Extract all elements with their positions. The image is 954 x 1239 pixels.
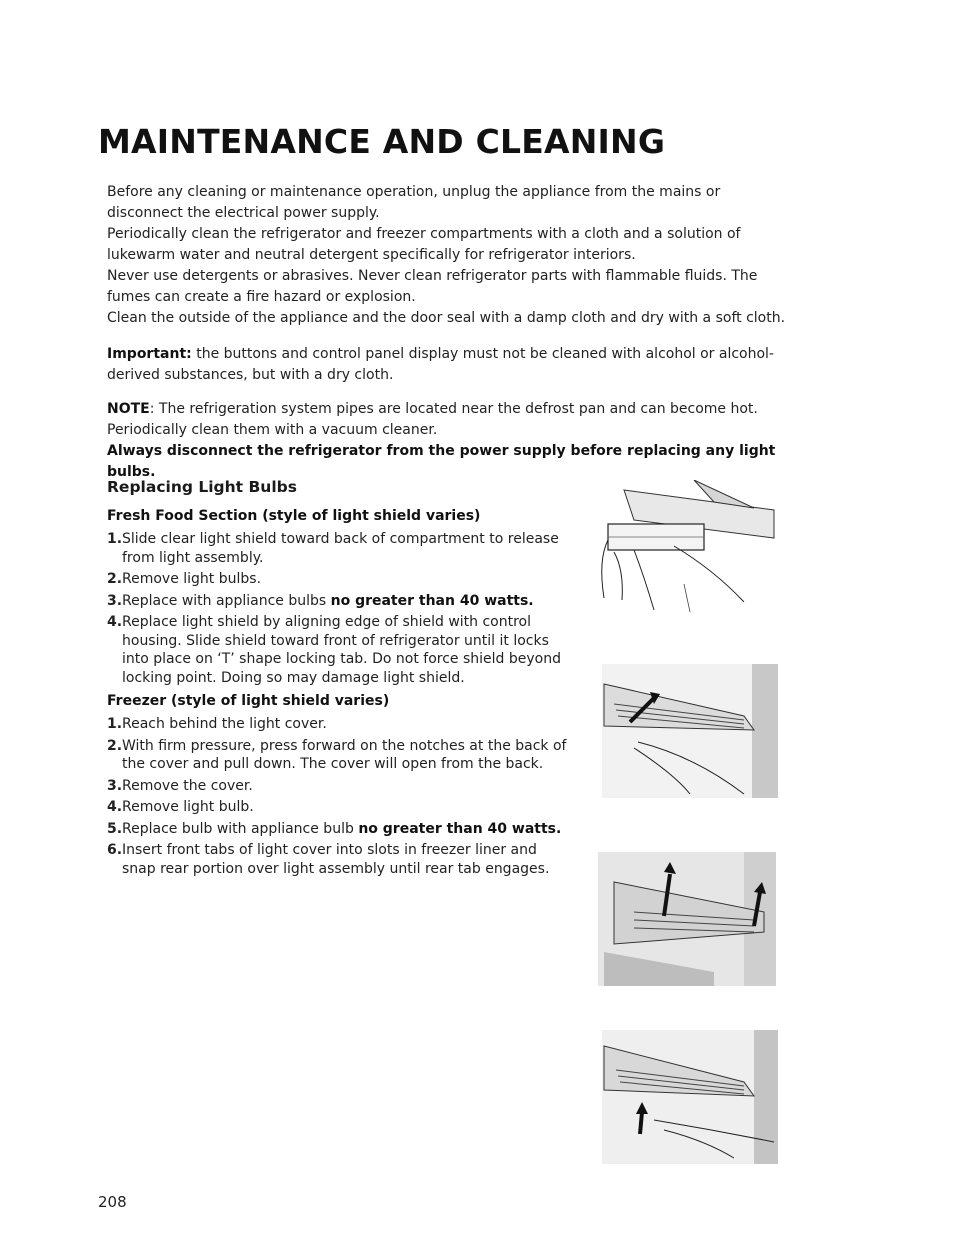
no-detergents-paragraph: Never use detergents or abrasives. Never clean refrigerator parts with flammable fluids. The fumes can create a fire hazard or explosion. [107, 268, 758, 305]
intro-section [107, 182, 797, 483]
replacing-bulbs-heading: Replacing Light Bulbs [107, 478, 297, 496]
step-item [107, 592, 569, 611]
step-number: 6. [107, 842, 123, 858]
note-text: : The refrigeration system pipes are located near the defrost pan and can become hot. Periodically clean them with a vacuum cleaner. [107, 401, 758, 438]
step-number: 4. [107, 614, 123, 630]
step-emphasis: no greater than 40 watts. [358, 820, 562, 837]
step-number: 3. [107, 777, 123, 794]
step-item [107, 570, 569, 589]
step-item [107, 737, 569, 774]
step-number: 2. [107, 571, 123, 587]
step-item [107, 798, 569, 817]
step-text: With firm pressure, press forward on the notches at the back of the cover and pull down. The cover will open from the back. [122, 737, 567, 772]
freezer-cover-install-illustration [594, 1030, 780, 1164]
fresh-food-steps [107, 530, 569, 687]
important-paragraph [107, 344, 797, 386]
unplug-paragraph: Before any cleaning or maintenance operation, unplug the appliance from the mains or disconnect the electrical power supply. [107, 184, 721, 221]
step-number: 1. [107, 716, 123, 732]
step-item [107, 715, 569, 734]
disconnect-warning: Always disconnect the refrigerator from the power supply before replacing any light bulbs. [107, 443, 776, 480]
freezer-cover-open-illustration [594, 852, 780, 986]
step-item [107, 820, 569, 839]
fresh-food-heading: Fresh Food Section (style of light shield varies) [107, 508, 481, 524]
step-number: 5. [107, 820, 123, 837]
step-text: Reach behind the light cover. [122, 716, 327, 732]
step-emphasis: no greater than 40 watts. [330, 592, 534, 609]
step-number: 1. [107, 531, 123, 547]
freezer-heading: Freezer (style of light shield varies) [107, 693, 390, 709]
freezer-cover-push-illustration [594, 664, 780, 798]
step-text: Remove the cover. [122, 777, 253, 794]
replacing-bulbs-section [107, 478, 569, 884]
page-title: MAINTENANCE AND CLEANING [98, 122, 666, 161]
important-label: Important: [107, 346, 192, 362]
fresh-food-shield-illustration [594, 480, 780, 620]
step-text: Slide clear light shield toward back of compartment to release from light assembly. [122, 531, 559, 566]
step-text: Replace bulb with appliance bulb [122, 820, 359, 837]
step-text: Replace with appliance bulbs [122, 592, 331, 609]
note-label: NOTE [107, 401, 150, 417]
step-item [107, 530, 569, 567]
step-text: Remove light bulbs. [122, 571, 262, 587]
step-item [107, 777, 569, 796]
outside-clean-paragraph: Clean the outside of the appliance and the door seal with a damp cloth and dry with a soft cloth. [107, 310, 786, 326]
step-item [107, 841, 569, 878]
step-text: Replace light shield by aligning edge of shield with control housing. Slide shield toward front of refrigerator until it locks into place on ‘T’ shape locking tab. Do not force shield beyond locking point. Doing so may damage light shield. [122, 614, 561, 686]
note-paragraph [107, 399, 797, 441]
page-number: 208 [98, 1193, 127, 1211]
freezer-steps [107, 715, 569, 878]
important-text: the buttons and control panel display must not be cleaned with alcohol or alcohol-derived substances, but with a dry cloth. [107, 346, 774, 383]
periodic-clean-paragraph: Periodically clean the refrigerator and freezer compartments with a cloth and a solution of lukewarm water and neutral detergent specifically for refrigerator interiors. [107, 226, 741, 263]
step-text: Remove light bulb. [122, 799, 254, 815]
step-number: 2. [107, 737, 123, 754]
step-item [107, 613, 569, 687]
step-number: 4. [107, 799, 123, 815]
step-number: 3. [107, 592, 123, 609]
step-text: Insert front tabs of light cover into slots in freezer liner and snap rear portion over light assembly until rear tab engages. [122, 842, 550, 877]
